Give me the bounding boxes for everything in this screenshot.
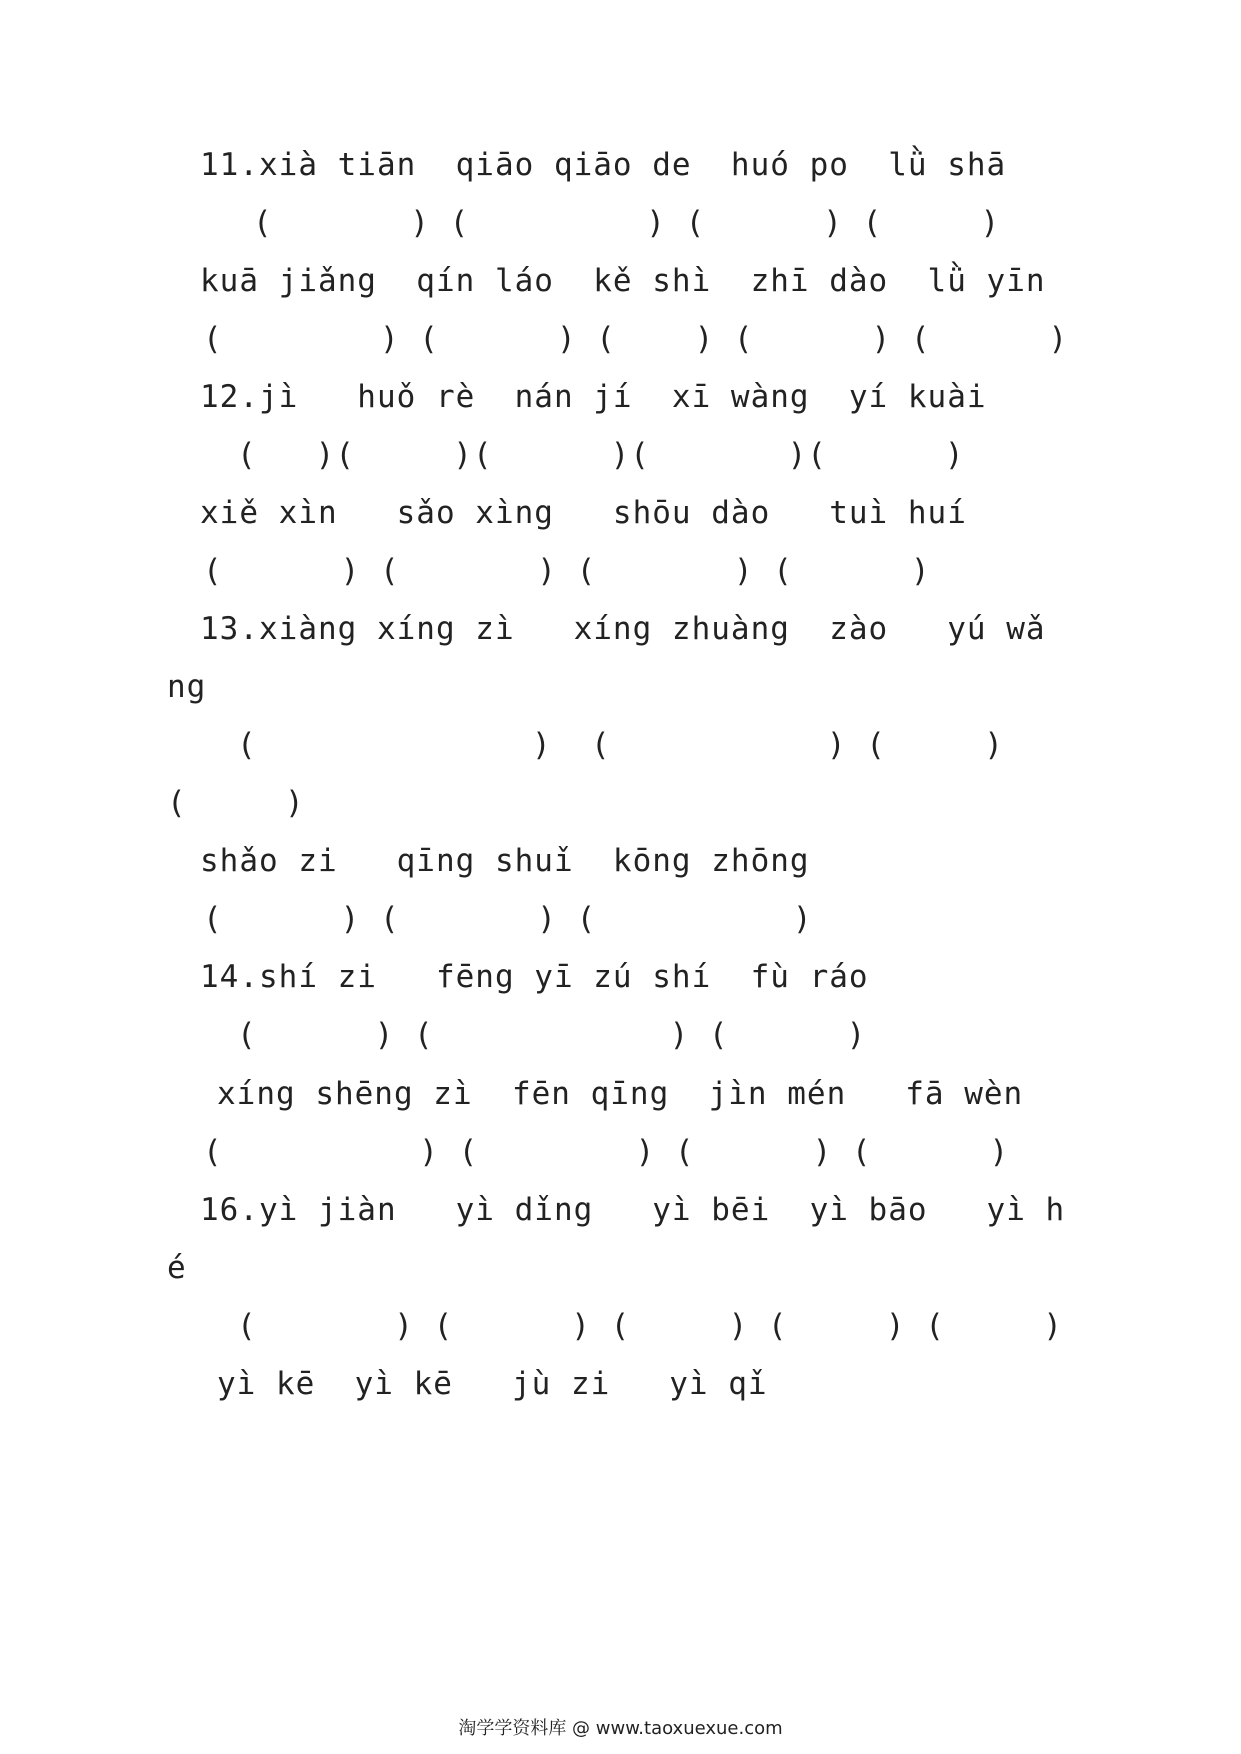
answer-parentheses-row: ( ) ( ) ( ) ( ) ( ) xyxy=(203,321,1069,357)
question-16-pinyin-wrap: é xyxy=(167,1250,187,1286)
question-14-pinyin-row-1: 14.shí zi fēng yī zú shí fù ráo xyxy=(200,959,869,995)
answer-parentheses-row: ( ) ( ) ( ) ( ) xyxy=(253,205,1001,241)
answer-parentheses-row: ( )( )( )( )( ) xyxy=(237,437,965,473)
question-13-pinyin-row-2: shǎo zi qīng shuǐ kōng zhōng xyxy=(200,843,810,879)
question-11-pinyin-row-1: 11.xià tiān qiāo qiāo de huó po lǜ shā xyxy=(200,147,1007,183)
answer-parentheses-row: ( ) ( ) ( ) ( ) ( ) xyxy=(237,1308,1063,1344)
question-11-pinyin-row-2: kuā jiǎng qín láo kě shì zhī dào lǜ yīn xyxy=(200,263,1046,299)
answer-parentheses-row: ( ) ( ) ( ) xyxy=(203,901,813,937)
answer-parentheses-row: ( ) ( ) ( ) ( ) xyxy=(203,553,931,589)
question-16-pinyin-row-2: yì kē yì kē jù zi yì qǐ xyxy=(217,1366,768,1402)
answer-parentheses-row: ( ) ( ) ( ) xyxy=(237,727,1004,763)
question-16-pinyin-row-1: 16.yì jiàn yì dǐng yì bēi yì bāo yì h xyxy=(200,1192,1066,1228)
answer-parentheses-row: ( ) ( ) ( ) xyxy=(237,1017,867,1053)
question-13-pinyin-row-1: 13.xiàng xíng zì xíng zhuàng zào yú wǎ xyxy=(200,611,1046,647)
question-12-pinyin-row-1: 12.jì huǒ rè nán jí xī wàng yí kuài xyxy=(200,379,987,415)
question-12-pinyin-row-2: xiě xìn sǎo xìng shōu dào tuì huí xyxy=(200,495,967,531)
question-13-pinyin-wrap: ng xyxy=(167,669,207,705)
question-14-pinyin-row-2: xíng shēng zì fēn qīng jìn mén fā wèn xyxy=(217,1076,1024,1112)
answer-parentheses-wrap: ( ) xyxy=(167,785,305,821)
footer-watermark: 淘学学资料库 @ www.taoxuexue.com xyxy=(458,1718,783,1739)
answer-parentheses-row: ( ) ( ) ( ) ( ) xyxy=(203,1134,1010,1170)
